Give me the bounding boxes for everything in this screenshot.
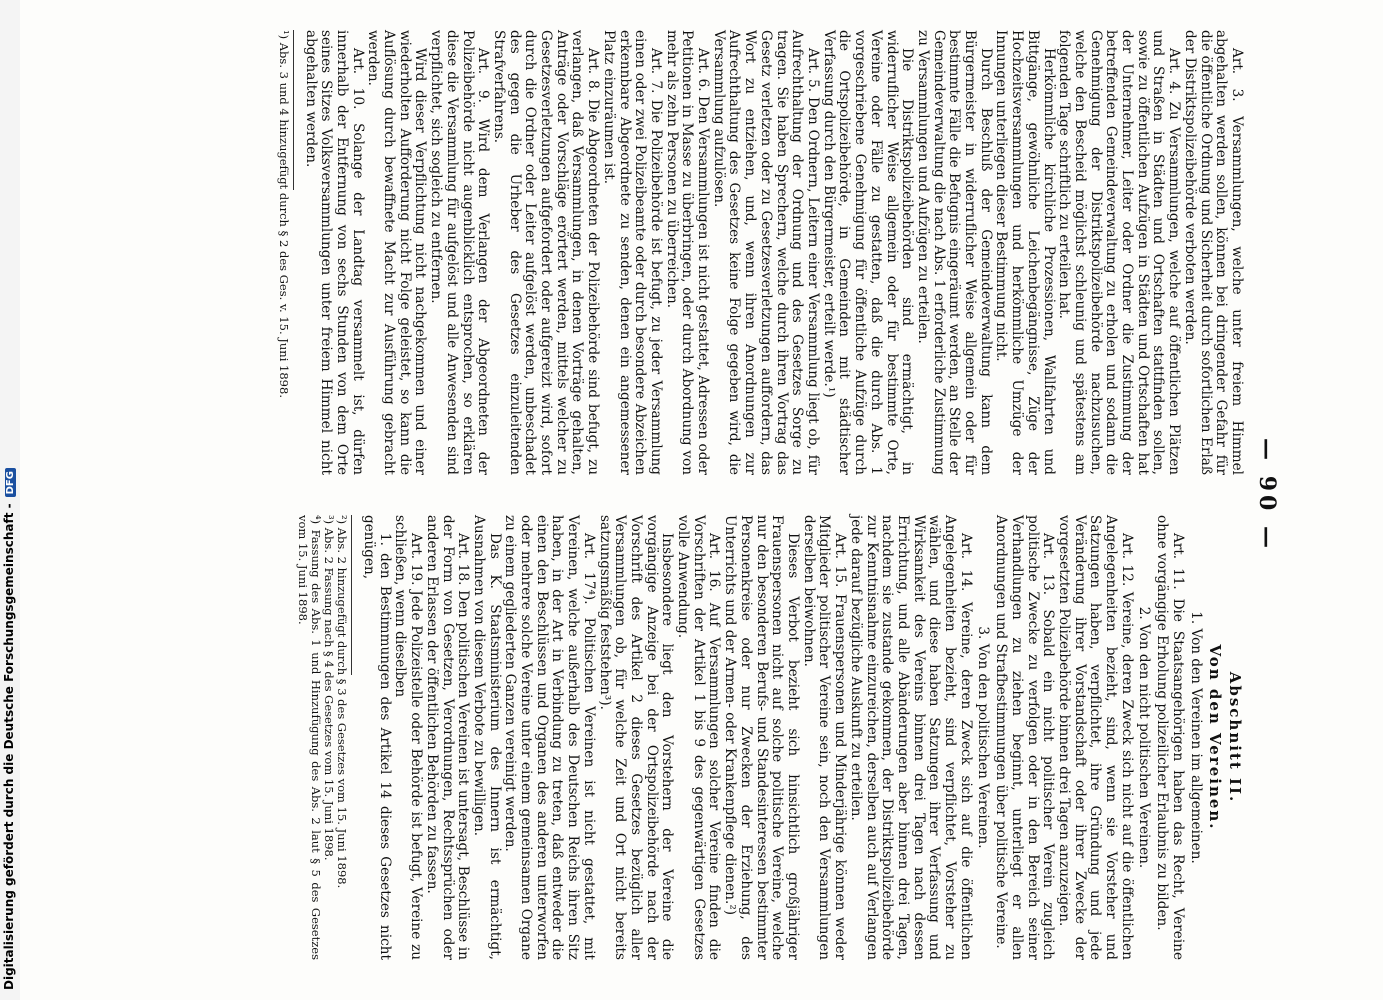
subsection-heading: 2. Von den nicht politischen Vereinen. [1136,606,1153,869]
dfg-logo: DFG [5,468,16,497]
footnote: ²) Abs. 2 hinzugefügt durch § 3 des Gesetzes vom 15. Juni 1898. [335,515,350,889]
paragraph: Art. 18. Den politischen Vereinen ist untersagt, Beschlüsse in der Form von Gesetzen, Verordnungen, Rechtssprüchen oder anderen Erlassen der öffentlichen Behörden zu fassen. [423,515,472,960]
footnote-divider [293,30,294,190]
rotated-text-block [110,30,1280,960]
paragraph: Die Distriktspolizeibehörden sind ermächtigt, in widerruflicher Weise allgemein oder für bestimmte Orte, Vereine oder Fälle zu gestatten, daß die durch Abs. 1 vorgeschriebene Genehmigung für öffentliche Aufzüge durch die Ortspolizeibehörde, in Gemeinden mit städtischer Verfassung durch den Bürgermeister, erteilt werde.¹) [820,30,916,475]
paragraph: Art. 9. Wird dem Verlangen der Abgeordneten der Polizeibehörde nicht augenblicklich entsprochen, so erklären diese die Versammlung für aufgelöst und alle Anwesenden sind verpflichtet, sich sogleich zu entfernen. [428,30,492,475]
section-title: Abschnitt II. [1226,671,1244,804]
paragraph: Herkömmliche kirchliche Prozessionen, Wallfahrten und Bittgänge, gewöhnliche Leichenbegängnisse, Züge der Hochzeitsversammlungen und herkömmliche Umzüge der Innungen unterliegen dieser Bestimmung nicht. [993,30,1057,475]
paragraph: Art. 16. Auf Versammlungen solcher Vereine finden die Vorschriften der Artikel 1 bis 9 des gegenwärtigen Gesetzes volle Anwendung. [675,515,723,960]
paragraph: Art. 11. Die Staatsangehörigen haben das Recht, Vereine ohne vorgängige Erholung polizeilicher Erlaubnis zu bilden. [1154,515,1186,960]
paragraph: Dieses Verbot bezieht sich hinsichtlich großjähriger Frauenspersonen nicht auf solche politische Vereine, welche nur den besonderen Berufs- und Standesinteressen bestimmter Personenkreise oder nur Zwecken der Erziehung, des Unterrichts und der Armen- oder Krankenpflege dienen.²) [722,515,802,960]
paragraph: Durch Beschluß der Gemeindeverwaltung kann dem Bürgermeister in widerruflicher Weise allgemein oder für bestimmte Fälle die Befugnis eingeräumt werden, an Stelle der Gemeindeverwaltung die nach Abs. 1 erforderliche Zustimmung zu Versammlungen und Aufzügen zu erteilen. [914,30,994,475]
paragraph: Art. 8. Die Abgeordneten der Polizeibehörde sind befugt, zu verlangen, daß Versammlungen, in denen Vorträge gehalten, Anträge oder Vorschläge erörtert werden, mittels welcher zu Gesetzesverletzungen aufgefordert oder aufgereizt wird, sofort durch die Ordner oder Leiter aufgelöst werden, unbeschadet des gegen die Urheber des Gesetzes einzuleitenden Strafverfahrens. [490,30,602,475]
paragraph: Art. 13. Sobald ein nicht politischer Verein zugleich politische Zwecke zu verfolgen oder in den Bereich seiner Verhandlungen zu ziehen beginnt, unterliegt er allen Anordnungen und Strafbestimmungen über politische Vereine. [993,515,1057,960]
right-column [296,515,1244,960]
digitization-credit-text: Digitalisierung gefördert durch die Deutsche Forschungsgemeinschaft - [2,503,16,990]
paragraph: Art. 15. Frauenspersonen und Minderjährige können weder Mitglieder politischer Vereine sein, noch den Versammlungen derselben beiwohnen. [800,515,849,960]
paragraph: Art. 5. Den Ordnern, Leitern einer Versammlung liegt ob, für Aufrechthaltung der Ordnung und des Gesetzes Sorge zu tragen. Sie haben Sprechern, welche durch ihren Vortrag das Gesetz verletzen oder zu Gesetzesverletzungen auffordern, das Wort zu entziehen, und, wenn ihren Anordnungen zur Aufrechthaltung des Gesetzes keine Folge gegeben wird, die Versammlung aufzulösen. [710,30,822,475]
paragraph: Art. 19. Jede Polizeistelle oder Behörde ist befugt, Vereine zu schließen, wenn dieselben [392,515,425,960]
paragraph: Art. 6. Den Versammlungen ist nicht gestattet, Adressen oder Petitionen in Masse zu überbringen, oder durch Abordnung von mehr als zehn Personen zu überreichen. [663,30,712,475]
footnote-divider [351,515,352,675]
paragraph: Art. 12. Vereine, deren Zweck sich nicht auf die öffentlichen Angelegenheiten bezieht, sind, wenn sie Vorsteher und Satzungen haben, verpflichtet, ihre Gründung und jede Veränderung ihrer Vorstandschaft oder ihrer Zwecke der vorgesetzten Polizeibehörde binnen drei Tagen anzuzeigen. [1055,515,1135,960]
section-subtitle: Von den Vereinen. [1206,644,1225,831]
subsection-heading: 3. Von den politischen Vereinen. [975,626,992,849]
digitization-sidebar [0,0,20,1000]
paragraph: Insbesondere liegt den Vorstehern der Vereine die vorgängige Anzeige bei der Ortspolizeibehörde nach der Vorschrift des Artikel 2 dieses Gesetzes bezüglich aller Versammlungen ob, für welche Zeit und Ort nicht bereits satzungsmäßig feststehen³). [596,515,676,960]
footnote: ⁴) Fassung des Abs. 1 und Hinzufügung des Abs. 2 laut § 5 des Gesetzes vom 15. Juni 1898. [296,515,324,960]
paragraph: Wird dieser Verpflichtung nicht nachgekommen und einer wiederholten Aufforderung nicht Folge geleistet, so kann die Auflösung durch bewaffnete Macht zur Ausführung gebracht werden. [365,30,429,475]
paragraph: Art. 4. Zu Versammlungen, welche auf öffentlichen Plätzen und Straßen in Städten und Ortschaften stattfinden sollen, sowie zu öffentlichen Aufzügen in Städten und Ortschaften hat der Unternehmer, Leiter oder Ordner die Zustimmung der betreffenden Gemeindeverwaltung zu erholen und sodann die Genehmigung der Distriktspolizeibehörde nachzusuchen, welche den Bescheid möglichst schleunig und spätestens am folgenden Tage schriftlich zu erteilen hat. [1056,30,1183,475]
paragraph: Art. 14. Vereine, deren Zweck sich auf die öffentlichen Angelegenheiten bezieht, sind verpflichtet, Vorsteher zu wählen, und diese haben Satzungen ihrer Verfassung und Wirksamkeit des Vereins binnen drei Tagen nach dessen Errichtung, und alle Abänderungen aber binnen drei Tagen, nachdem sie zustande gekommen, der Distriktspolizeibehörde zur Kenntnisnahme einzureichen, derselben auch auf Verlangen jede darauf bezügliche Auskunft zu erteilen. [847,515,974,960]
paragraph: Art. 7. Die Polizeibehörde ist befugt, zu jeder Versammlung einen oder zwei Polizeibeamte oder durch besondere Abzeichen erkennbare Abgeordnete zu senden, denen ein angemessener Platz einzuräumen ist. [600,30,664,475]
paragraph: 1. den Bestimmungen des Artikel 14 dieses Gesetzes nicht genügen, [361,515,393,960]
footnote: ¹) Abs. 3 und 4 hinzugefügt durch § 2 des Ges. v. 15. Juni 1898. [276,30,291,398]
digitization-credit [2,0,18,990]
paragraph: Art. 17⁴). Politischen Vereinen ist nicht gestattet, mit Vereinen, welche außerhalb des Deutschen Reichs ihren Sitz haben, in der Art in Verbindung zu treten, daß entweder die einen den Beschlüssen und Organen des anderen unterworfen oder mehrere solche Vereine unter einem gemeinsamen Organe zu einem gegliederten Ganzen vereinigt werden. [502,515,597,960]
subsection-heading: 1. Von den Vereinen im allgemeinen. [1187,611,1204,864]
paragraph: Das K. Staatsministerium des Innern ist ermächtigt, Ausnahmen von diesem Verbote zu bewilligen. [470,515,503,960]
footnote: ³) Abs. 2 Fassung nach § 4 des Gesetzes vom 15. Juni 1898. [322,515,337,861]
paragraph: Art. 3. Versammlungen, welche unter freiem Himmel abgehalten werden sollen, können bei dringender Gefahr für die öffentliche Ordnung und Sicherheit durch sofortlichen Erlaß der Distriktspolizeibehörde verboten werden. [1181,30,1245,475]
page-number: — 90 — [1254,438,1280,552]
left-column [277,30,1244,475]
paragraph: Art. 10. Solange der Landtag versammelt ist, dürfen innerhalb der Entfernung von sechs Stunden von dem Orte seines Sitzes Volksversammlungen unter freiem Himmel nicht abgehalten werden. [302,30,366,475]
